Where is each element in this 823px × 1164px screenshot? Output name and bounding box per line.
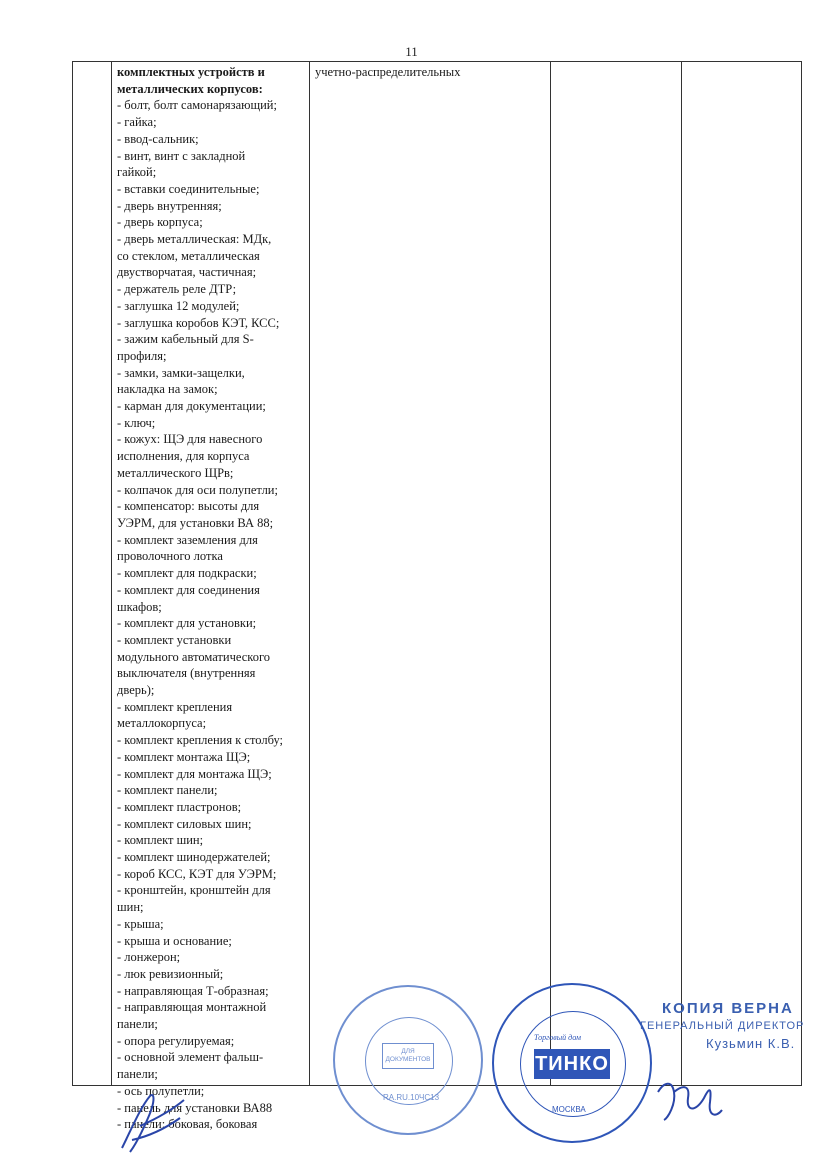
list-item: проволочного лотка [117,549,223,564]
list-item: - кронштейн, кронштейн для [117,883,271,898]
list-item: - дверь внутренняя; [117,198,222,213]
table-column-divider [550,62,551,1085]
list-item: - короб КСС, КЭТ для УЭРМ; [117,866,277,881]
stamp-box [382,1043,434,1069]
stamp-box-line: ДЛЯ [401,1048,415,1055]
list-item: - комплект шинодержателей; [117,850,271,865]
signature-right-icon [650,1062,730,1132]
seal-logo: ТИНКО [534,1049,610,1079]
list-item: - зажим кабельный для S- [117,332,254,347]
list-item: - направляющая Т-образная; [117,983,269,998]
list-item: накладка на замок; [117,382,218,397]
copy-stamp-name: Кузьмин К.В. [706,1036,796,1051]
list-item: - дверь корпуса; [117,215,203,230]
list-item: - направляющая монтажной [117,1000,267,1015]
list-item: панели; [117,1067,158,1082]
list-item: - комплект панели; [117,783,218,798]
list-item: - люк ревизионный; [117,966,224,981]
page-number: 11 [405,44,418,59]
list-item: - крыша; [117,916,164,931]
list-item: - заглушка 12 модулей; [117,298,240,313]
list-item: - комплект монтажа ЩЭ; [117,749,251,764]
list-heading-line: комплектных устройств и [117,65,265,79]
list-item: металлокорпуса; [117,716,207,731]
copy-true-stamp [640,1000,815,1070]
list-heading-line: металлических корпусов: [117,81,263,96]
list-item: - гайка; [117,115,157,130]
list-item: - комплект силовых шин; [117,816,252,831]
table-column-divider [111,62,112,1085]
list-item: шин; [117,900,144,915]
list-item: - винт, винт с закладной [117,148,246,163]
stamp-number: RA.RU.10ЧС13 [383,1093,440,1102]
list-item: - ввод-сальник; [117,131,199,146]
certification-stamp [333,985,483,1135]
list-item: профиля; [117,348,167,363]
description-cell: учетно-распределительных [315,65,461,79]
list-item: - комплект для установки; [117,616,257,631]
list-item: - комплект крепления к столбу; [117,733,284,748]
list-item: двустворчатая, частичная; [117,265,257,280]
copy-stamp-title: КОПИЯ ВЕРНА [662,1000,794,1017]
list-item: - болт, болт самонарязающий; [117,98,277,113]
list-item: - панель для установки ВА88 [117,1100,273,1115]
list-item: - ось полупетли; [117,1083,205,1098]
list-item: выключателя (внутренняя [117,666,256,681]
table-column-divider [681,62,682,1085]
list-item: - лонжерон; [117,950,181,965]
seal-city: МОСКВА [552,1105,586,1114]
list-item: - панели: боковая, боковая [117,1117,258,1132]
list-item: - дверь металлическая: МДк, [117,232,272,247]
list-item: - комплект шин; [117,833,204,848]
signature-left-icon [110,1088,220,1158]
list-item: - крыша и основание; [117,933,232,948]
list-item: исполнения, для корпуса [117,449,250,464]
list-item: дверь); [117,683,155,698]
list-item: модульного автоматического [117,649,271,664]
list-item: - комплект для подкраски; [117,566,257,581]
list-item: - комплект пластронов; [117,799,242,814]
copy-stamp-position: ГЕНЕРАЛЬНЫЙ ДИРЕКТОР [640,1020,805,1032]
list-item: - комплект заземления для [117,532,258,547]
list-item: - компенсатор: высоты для [117,499,260,514]
list-item: - комплект установки [117,632,232,647]
list-item: шкафов; [117,599,162,614]
list-item: металлического ЩРв; [117,465,234,480]
list-item: - вставки соединительные; [117,181,260,196]
list-item: гайкой; [117,165,157,180]
components-list-cell [117,64,307,1133]
list-item: - заглушка коробов КЭТ, КСС; [117,315,280,330]
list-item: - кожух: ЩЭ для навесного [117,432,263,447]
list-item: - основной элемент фальш- [117,1050,264,1065]
list-item: УЭРМ, для установки ВА 88; [117,515,274,530]
list-item: со стеклом, металлическая [117,248,260,263]
list-item: - опора регулируемая; [117,1033,235,1048]
company-seal [492,983,652,1143]
stamp-box-line: ДОКУМЕНТОВ [385,1056,431,1063]
table-column-divider [309,62,310,1085]
list-item: - комплект для соединения [117,582,260,597]
seal-small-text: Торговый дом [534,1033,582,1042]
list-item: - комплект для монтажа ЩЭ; [117,766,272,781]
list-item: панели; [117,1017,158,1032]
list-item: - карман для документации; [117,399,266,414]
list-item: - колпачок для оси полупетли; [117,482,278,497]
list-item: - замки, замки-защелки, [117,365,245,380]
list-item: - комплект крепления [117,699,233,714]
list-item: - держатель реле ДТР; [117,282,237,297]
list-item: - ключ; [117,415,156,430]
